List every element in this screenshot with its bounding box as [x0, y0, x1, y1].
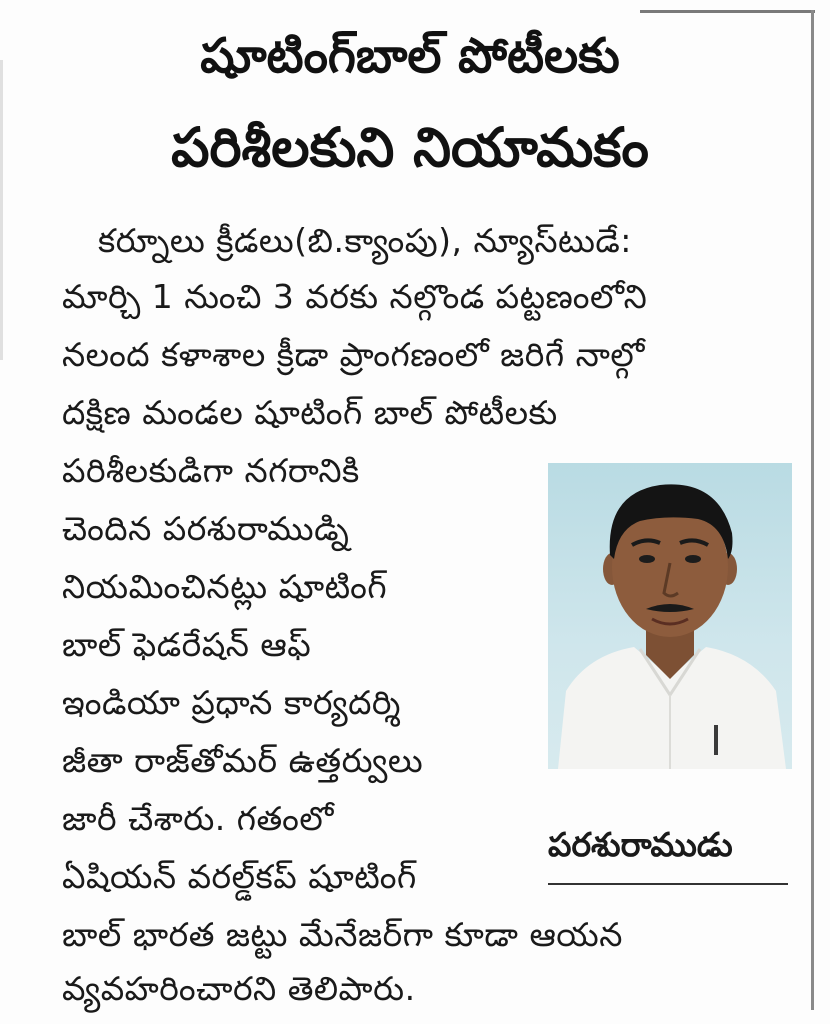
clipping-border-left [0, 60, 3, 360]
photo-caption: పరశురాముడు [548, 825, 733, 864]
portrait-photo [548, 463, 792, 769]
body-line-1: కర్నూలు క్రీడలు(బి.క్యాంపు), న్యూస్‌టుడే: [98, 221, 632, 260]
body-line-7: నియమించినట్లు షూటింగ్‌ [62, 567, 388, 606]
body-line-13: బాల్‌ భారత జట్టు మేనేజర్‌గా కూడా ఆయన [62, 915, 623, 954]
body-line-12: ఏషియన్‌ వరల్డ్‌కప్‌ షూటింగ్‌ [62, 857, 417, 896]
headline-line-2: పరిశీలకుని నియామకం [171, 116, 649, 179]
body-line-8: బాల్‌ ఫెడరేషన్‌ ఆఫ్‌ [62, 625, 312, 664]
body-line-4: దక్షిణ మండల షూటింగ్‌ బాల్‌ పోటీలకు [62, 393, 558, 432]
clipping-border-right [811, 10, 814, 1010]
body-line-10: జీతా రాజ్‌తోమర్‌ ఉత్తర్వులు [62, 741, 424, 780]
body-line-2: మార్చి 1 నుంచి 3 వరకు నల్గొండ పట్టణంలోని [62, 277, 648, 316]
caption-divider [548, 883, 788, 885]
body-line-9: ఇండియా ప్రధాన కార్యదర్శి [62, 683, 401, 722]
clipping-border-top [640, 10, 815, 13]
body-line-11: జారీ చేశారు. గతంలో [62, 799, 334, 838]
body-line-3: నలంద కళాశాల క్రీడా ప్రాంగణంలో జరిగే నాల్గో [62, 335, 645, 374]
body-line-6: చెందిన పరశురాముడ్ని [62, 509, 350, 548]
body-line-5: పరిశీలకుడిగా నగరానికి [62, 451, 360, 490]
headline-line-1: షూటింగ్‌బాల్‌ పోటీలకు [200, 28, 620, 84]
body-line-14: వ్యవహరించారని తెలిపారు. [62, 969, 416, 1008]
